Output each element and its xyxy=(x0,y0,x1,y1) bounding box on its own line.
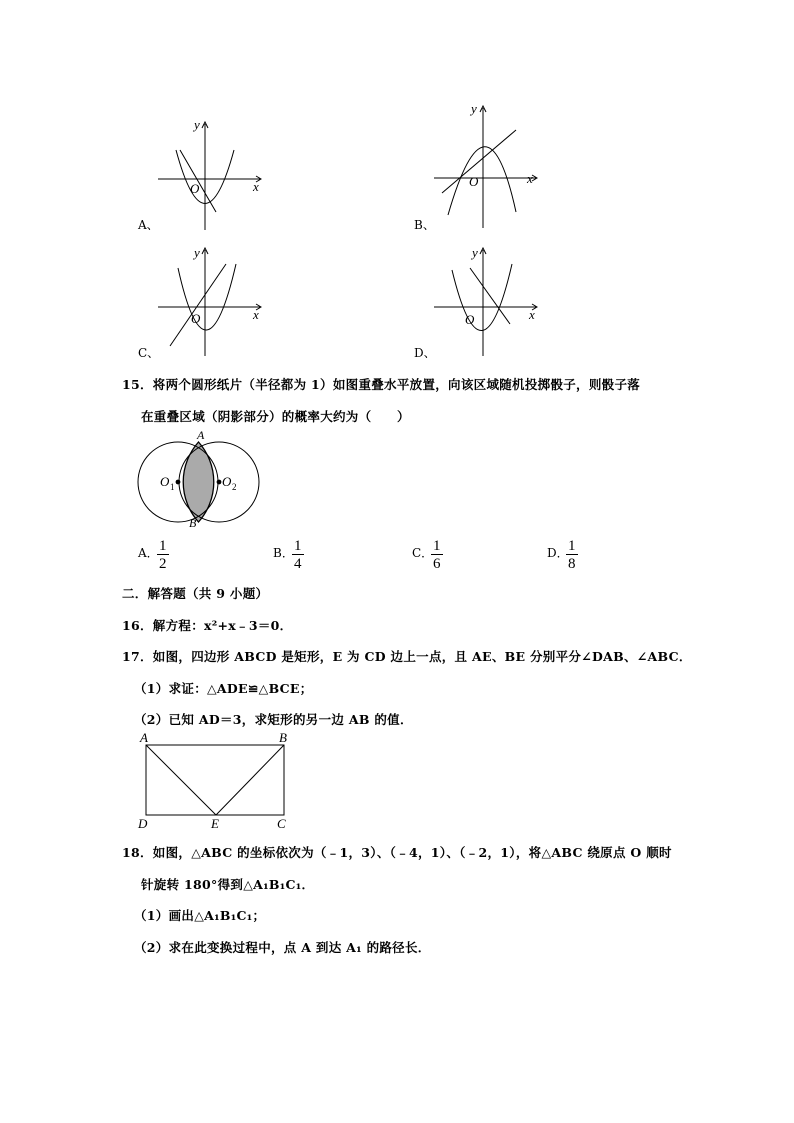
section-heading-answer-questions: 二．解答题（共 9 小题） xyxy=(122,586,269,601)
q15-point-a: A xyxy=(197,428,205,442)
q15-a-numerator: 1 xyxy=(159,538,167,554)
q17-text-line1: 17．如图，四边形 ABCD 是矩形，E 为 CD 边上一点，且 AE、BE 分别平分∠DAB、∠ABC． xyxy=(122,649,692,664)
q15-option-d[interactable] xyxy=(545,538,605,576)
q14-d-label: D、 xyxy=(414,346,436,360)
q14-d-axis-x: x xyxy=(529,307,535,322)
q15-a-denominator: 2 xyxy=(159,556,167,572)
q15-d-denominator: 8 xyxy=(568,556,576,572)
q14-option-a[interactable] xyxy=(136,112,266,234)
q15-c-label: C． xyxy=(412,546,434,560)
q15-b-fraction xyxy=(292,538,304,573)
q15-a-fraction xyxy=(157,538,169,573)
q14-a-label: A、 xyxy=(138,218,159,232)
q14-d-origin: O xyxy=(465,312,475,327)
q14-b-label: B、 xyxy=(414,218,435,232)
q14-c-axis-x: x xyxy=(253,307,259,322)
q15-b-label: B． xyxy=(273,546,294,560)
q15-point-o2-sub: 2 xyxy=(232,482,237,492)
q15-d-label: D． xyxy=(547,546,569,560)
q15-option-c[interactable] xyxy=(410,538,470,576)
q14-c-axis-y: y xyxy=(194,245,200,260)
q14-b-origin: O xyxy=(469,174,479,189)
q18-text-line1: 18．如图，△ABC 的坐标依次为（﹣1，3）、（﹣4，1）、（﹣2，1），将△ABC 绕原点 O 顺时 xyxy=(122,845,672,860)
q15-point-o1: O xyxy=(160,474,170,489)
q14-c-label: C、 xyxy=(138,346,160,360)
q14-a-axis-x: x xyxy=(253,179,259,194)
q18-text-line2: 针旋转 180°得到△A₁B₁C₁． xyxy=(141,877,315,892)
q17-part2: （2）已知 AD＝3，求矩形的另一边 AB 的值． xyxy=(134,712,413,727)
q15-option-a[interactable] xyxy=(136,538,196,576)
q15-point-b: B xyxy=(189,516,197,530)
q17-point-a: A xyxy=(140,730,148,745)
q17-point-b: B xyxy=(279,730,287,745)
q18-part2: （2）求在此变换过程中，点 A 到达 A₁ 的路径长． xyxy=(134,940,431,955)
q17-point-e: E xyxy=(211,816,219,830)
q15-c-denominator: 6 xyxy=(433,556,441,572)
q15-d-numerator: 1 xyxy=(568,538,576,554)
q15-overlapping-circles-figure xyxy=(132,428,272,530)
q15-option-b[interactable] xyxy=(271,538,331,576)
q14-option-c[interactable] xyxy=(136,244,266,362)
q17-rectangle-figure xyxy=(134,730,304,830)
q16-text: 16．解方程：x²+x﹣3＝0． xyxy=(122,618,293,633)
q14-a-axis-y: y xyxy=(194,117,200,132)
q14-b-axis-y: y xyxy=(471,101,477,116)
q14-d-axis-y: y xyxy=(472,245,478,260)
q14-c-origin: O xyxy=(191,311,201,326)
q15-c-numerator: 1 xyxy=(433,538,441,554)
q15-d-fraction xyxy=(566,538,578,573)
q14-a-origin: O xyxy=(190,181,200,196)
q15-b-denominator: 4 xyxy=(294,556,302,572)
q17-point-d: D xyxy=(138,816,148,830)
q17-part1: （1）求证：△ADE≌△BCE； xyxy=(134,681,313,696)
q15-point-o2: O xyxy=(222,474,232,489)
q18-part1: （1）画出△A₁B₁C₁； xyxy=(134,908,266,923)
q14-option-d[interactable] xyxy=(412,244,542,362)
q15-b-numerator: 1 xyxy=(294,538,302,554)
q14-graph-b xyxy=(412,100,542,234)
q17-point-c: C xyxy=(277,816,286,830)
q15-c-fraction xyxy=(431,538,443,573)
q15-text-line2: 在重叠区域（阴影部分）的概率大约为（ ） xyxy=(141,409,410,424)
q15-a-label: A． xyxy=(138,546,159,560)
q14-b-axis-x: x xyxy=(527,171,533,186)
q15-text-line1: 15．将两个圆形纸片（半径都为 1）如图重叠水平放置，向该区域随机投掷骰子，则骰子落 xyxy=(122,377,641,392)
q15-point-o1-sub: 1 xyxy=(170,482,175,492)
q14-option-b[interactable] xyxy=(412,100,542,234)
